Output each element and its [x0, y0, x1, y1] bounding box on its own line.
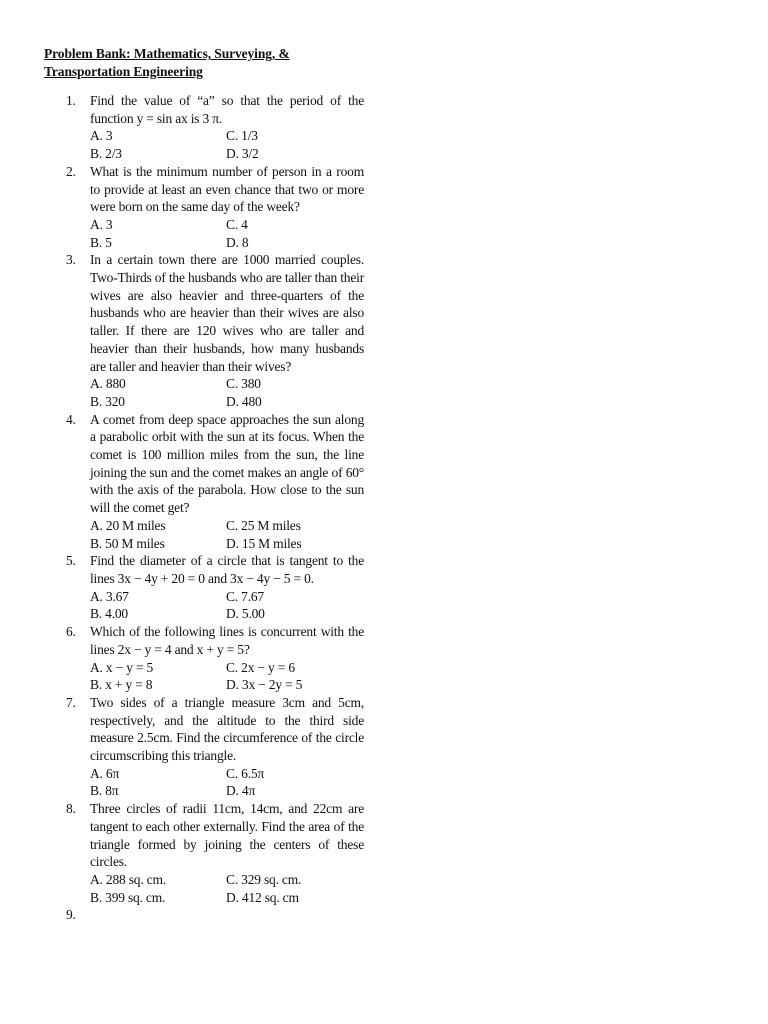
title-line-2: Transportation Engineering	[44, 64, 203, 79]
question-9	[66, 906, 364, 924]
option-a: A. 3.67	[90, 588, 129, 604]
answer-options	[90, 765, 364, 800]
question-4	[66, 411, 364, 553]
option-b: B. x + y = 8	[90, 677, 153, 693]
answer-options	[90, 659, 364, 694]
question-stem: A comet from deep space approaches the sun along a parabolic orbit with the sun at its focus. When the comet is 100 million miles from the sun, the line joining the sun and the comet makes an angle of 60° with the axis of the parabola. How close to the sun will the comet get?	[90, 411, 364, 516]
question-number: 7.	[66, 694, 76, 710]
option-a: A. 3	[90, 128, 113, 144]
answer-options	[90, 871, 364, 906]
question-2	[66, 163, 364, 252]
question-number: 6.	[66, 624, 76, 640]
question-number: 4.	[66, 411, 76, 427]
option-b: B. 399 sq. cm.	[90, 889, 166, 905]
question-stem: In a certain town there are 1000 married couples. Two-Thirds of the husbands who are taller than their wives are also heavier and three-quarters of the husbands who are heavier than their wives are also taller. If there are 120 wives who are taller and heavier than their husbands, how many husbands are taller and heavier than their wives?	[90, 252, 364, 374]
option-c: C. 7.67	[226, 588, 264, 604]
option-c: C. 6.5π	[226, 765, 265, 781]
question-stem: Three circles of radii 11cm, 14cm, and 22cm are tangent to each other externally. Find the area of the triangle formed by joining the centers of these circles.	[90, 801, 364, 870]
option-d: D. 3/2	[226, 146, 259, 162]
answer-options	[90, 517, 364, 552]
option-a: A. 880	[90, 376, 126, 392]
option-b: B. 4.00	[90, 606, 128, 622]
question-stem: Two sides of a triangle measure 3cm and 5cm, respectively, and the altitude to the third side measure 2.5cm. Find the circumference of the circle circumscribing this triangle.	[90, 694, 364, 764]
question-number: 1.	[66, 93, 76, 108]
answer-options	[90, 127, 364, 162]
option-a: A. 20 M miles	[90, 517, 166, 533]
option-d: D. 480	[226, 393, 262, 409]
option-b: B. 8π	[90, 783, 119, 799]
option-d: D. 8	[226, 234, 249, 250]
title-line-1: Problem Bank: Mathematics, Surveying, &	[44, 46, 290, 61]
answer-options	[90, 216, 364, 251]
document-title	[44, 45, 314, 81]
option-d: D. 3x − 2y = 5	[226, 677, 303, 693]
question-stem: Find the value of “a” so that the period of the function y = sin ax is 3 π.	[90, 93, 364, 126]
option-c: C. 25 M miles	[226, 517, 301, 533]
question-number: 8.	[66, 801, 76, 817]
option-a: A. 288 sq. cm.	[90, 871, 166, 887]
option-b: B. 320	[90, 393, 125, 409]
option-d: D. 412 sq. cm	[226, 889, 299, 905]
question-1	[66, 92, 364, 163]
option-b: B. 50 M miles	[90, 535, 165, 551]
question-number: 5.	[66, 553, 76, 569]
question-list	[66, 92, 364, 924]
option-d: D. 4π	[226, 783, 256, 799]
question-stem: Find the diameter of a circle that is tangent to the lines 3x − 4y + 20 = 0 and 3x − 4y − 5 = 0.	[90, 553, 364, 586]
option-c: C. 1/3	[226, 128, 258, 144]
answer-options	[90, 588, 364, 623]
question-number: 3.	[66, 252, 76, 268]
option-a: A. 3	[90, 216, 113, 232]
option-c: C. 380	[226, 376, 261, 392]
question-number: 2.	[66, 163, 76, 179]
option-b: B. 5	[90, 234, 112, 250]
option-c: C. 4	[226, 216, 248, 232]
answer-options	[90, 375, 364, 410]
question-5	[66, 552, 364, 623]
question-3	[66, 251, 364, 410]
option-b: B. 2/3	[90, 146, 122, 162]
option-d: D. 5.00	[226, 606, 265, 622]
option-d: D. 15 M miles	[226, 535, 302, 551]
question-7	[66, 694, 364, 800]
question-6	[66, 623, 364, 694]
option-c: C. 2x − y = 6	[226, 659, 295, 675]
option-a: A. x − y = 5	[90, 659, 154, 675]
question-stem: What is the minimum number of person in a room to provide at least an even chance that two or more were born on the same day of the week?	[90, 163, 364, 215]
question-number: 9.	[66, 907, 76, 923]
option-c: C. 329 sq. cm.	[226, 871, 302, 887]
question-8	[66, 800, 364, 906]
question-stem: Which of the following lines is concurrent with the lines 2x − y = 4 and x + y = 5?	[90, 624, 364, 657]
option-a: A. 6π	[90, 765, 120, 781]
